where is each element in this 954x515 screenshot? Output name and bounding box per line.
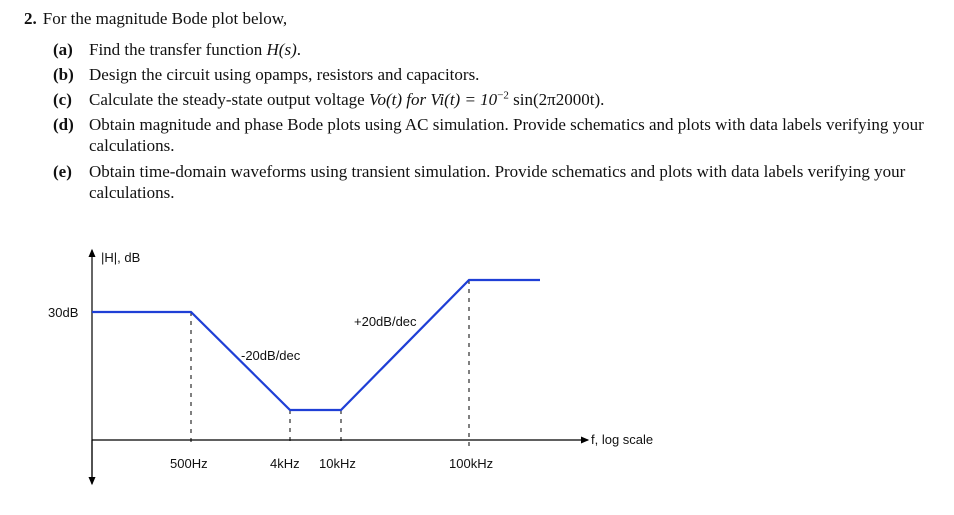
part-e: (e) Obtain time-domain waveforms using transient simulation. Provide schematics and plots with data labels verifying your calculations. [53, 162, 906, 202]
part-label: (b) [53, 65, 74, 84]
part-label: (a) [53, 40, 73, 59]
problem-intro: For the magnitude Bode plot below, [42, 9, 288, 28]
part-label: (d) [53, 115, 74, 134]
part-c: (c) Calculate the steady-state output voltage Vo(t) for $Vi(t) = 10^{-2}$ sin(2π2000t). [53, 89, 605, 109]
part-a: (a) Find the transfer function H(s). [53, 40, 301, 59]
x-tick-10khz: 10kHz [319, 456, 356, 471]
part-d: (d) Obtain magnitude and phase Bode plots using AC simulation. Provide schematics and plots with data labels verifying your calculations. [53, 115, 924, 155]
exponent: −2 [497, 89, 509, 102]
x-tick-4khz: 4kHz [270, 456, 300, 471]
slope-label-minus20: -20dB/dec [241, 348, 301, 363]
x-axis-label: f, log scale [591, 432, 654, 447]
problem-number: 2. [24, 9, 37, 28]
slope-label-plus20: +20dB/dec [354, 314, 417, 329]
y-axis-label: |H|, dB [101, 250, 141, 265]
transfer-function-symbol: H(s) [266, 40, 297, 59]
x-tick-100khz: 100kHz [449, 456, 494, 471]
part-label: (e) [53, 162, 72, 181]
voltage-expression: Vo(t) for Vi(t) = 10 [368, 90, 498, 109]
part-label: (c) [53, 90, 72, 109]
x-tick-500hz: 500Hz [170, 456, 208, 471]
part-b: (b) Design the circuit using opamps, resistors and capacitors. [53, 65, 480, 84]
magnitude-curve [92, 280, 540, 410]
y-tick-30db: 30dB [48, 305, 79, 320]
